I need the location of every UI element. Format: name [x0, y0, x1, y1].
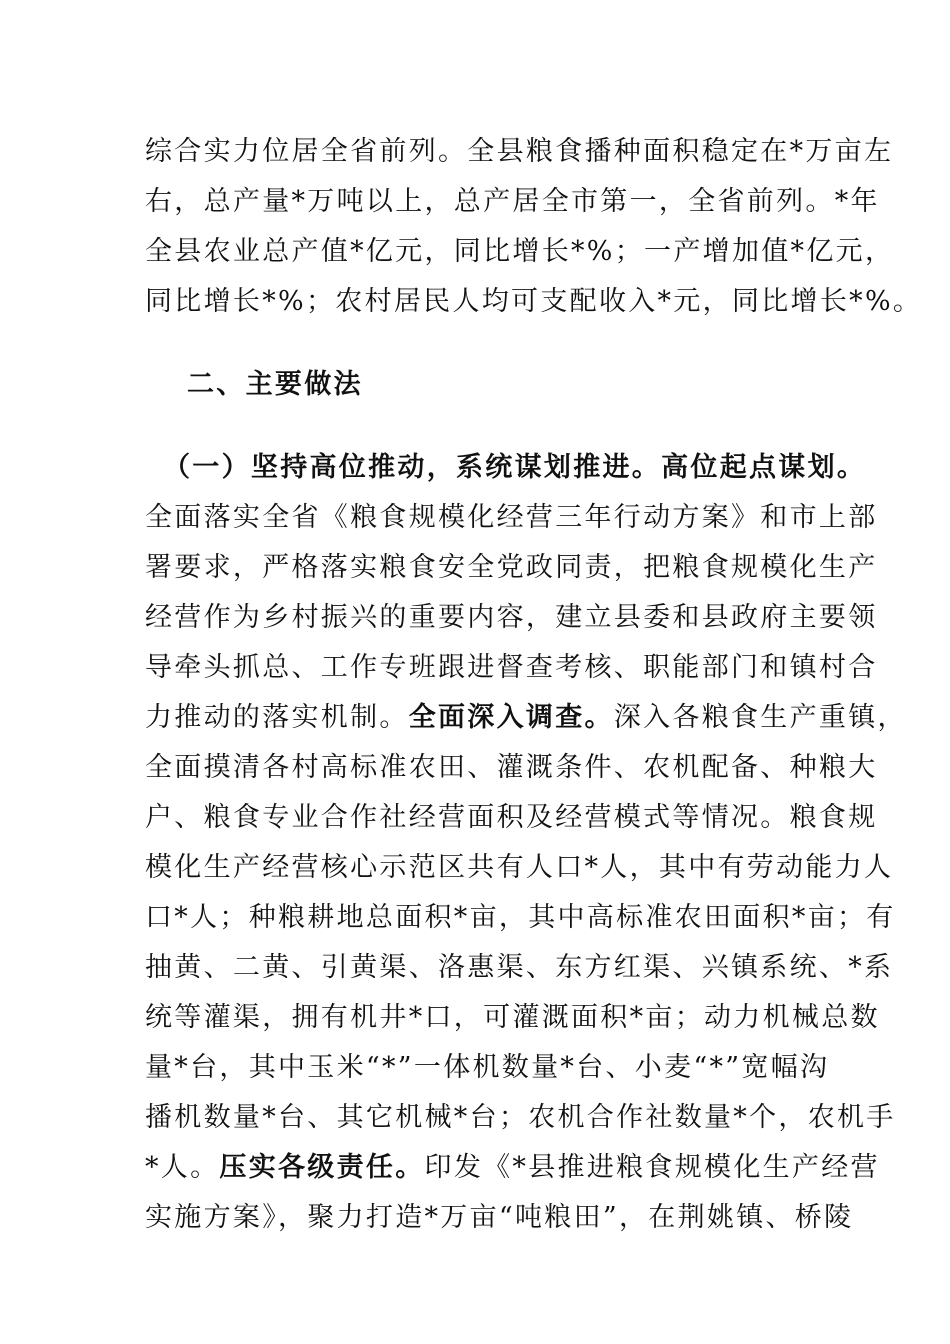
text-line: 口*人；种粮耕地总面积*亩，其中高标准农田面积*亩；有: [145, 902, 896, 933]
text-segment: 深入各粮食生产重镇，: [613, 702, 907, 733]
text-line: 全县农业总产值*亿元，同比增长*%；一产增加值*亿元，: [145, 236, 895, 267]
text-line: 综合实力位居全省前列。全县粮食播种面积稳定在*万亩左: [145, 136, 894, 167]
text-line: 量*台，其中玉米“*”一体机数量*台、小麦“*”宽幅沟: [145, 1052, 830, 1083]
text-line: 导牵头抓总、工作专班跟进督查考核、职能部门和镇村合: [145, 652, 878, 683]
text-line: 统等灌渠，拥有机井*口，可灌溉面积*亩；动力机械总数: [145, 1002, 880, 1033]
text-line: [145, 1143, 880, 1193]
text-line: 经营作为乡村振兴的重要内容，建立县委和县政府主要领: [145, 602, 878, 633]
text-line: 模化生产经营核心示范区共有人口*人，其中有劳动能力人: [145, 852, 894, 883]
text-line: 户、粮食专业合作社经营面积及经营模式等情况。粮食规: [145, 802, 878, 833]
text-segment: *人。: [145, 1152, 220, 1183]
spacer: [145, 410, 811, 443]
text-line: 播机数量*台、其它机械*台；农机合作社数量*个，农机手: [145, 1102, 896, 1133]
lead-phrase: 全面深入调查。: [408, 702, 614, 733]
text-line: 同比增长*%；农村居民人均可支配收入*元，同比增长*%。: [145, 286, 923, 317]
lead-phrase: 压实各级责任。: [219, 1152, 425, 1183]
text-segment: 印发《*县推进粮食规模化生产经营: [424, 1152, 880, 1183]
text-segment: 力推动的落实机制。: [145, 702, 409, 733]
text-line: [145, 693, 907, 743]
document-body: [145, 127, 923, 1243]
subsection-heading-line: [145, 443, 867, 493]
subsection-heading: （一）坚持高位推动，系统谋划推进。: [163, 452, 662, 483]
section-heading: 二、主要做法: [187, 369, 363, 400]
text-line: 全面摸清各村高标准农田、灌溉条件、农机配备、种粮大: [145, 752, 878, 783]
text-line: 抽黄、二黄、引黄渠、洛惠渠、东方红渠、兴镇系统、*系: [145, 952, 894, 983]
text-line: 全面落实全省《粮食规模化经营三年行动方案》和市上部: [145, 502, 878, 533]
text-line: 实施方案》，聚力打造*万亩“吨粮田”，在荆姚镇、桥陵: [145, 1202, 854, 1233]
spacer: [145, 327, 811, 360]
lead-phrase: 高位起点谋划。: [661, 452, 867, 483]
text-line: 右，总产量*万吨以上，总产居全市第一，全省前列。*年: [145, 186, 880, 217]
text-line: 署要求，严格落实粮食安全党政同责，把粮食规模化生产: [145, 552, 878, 583]
